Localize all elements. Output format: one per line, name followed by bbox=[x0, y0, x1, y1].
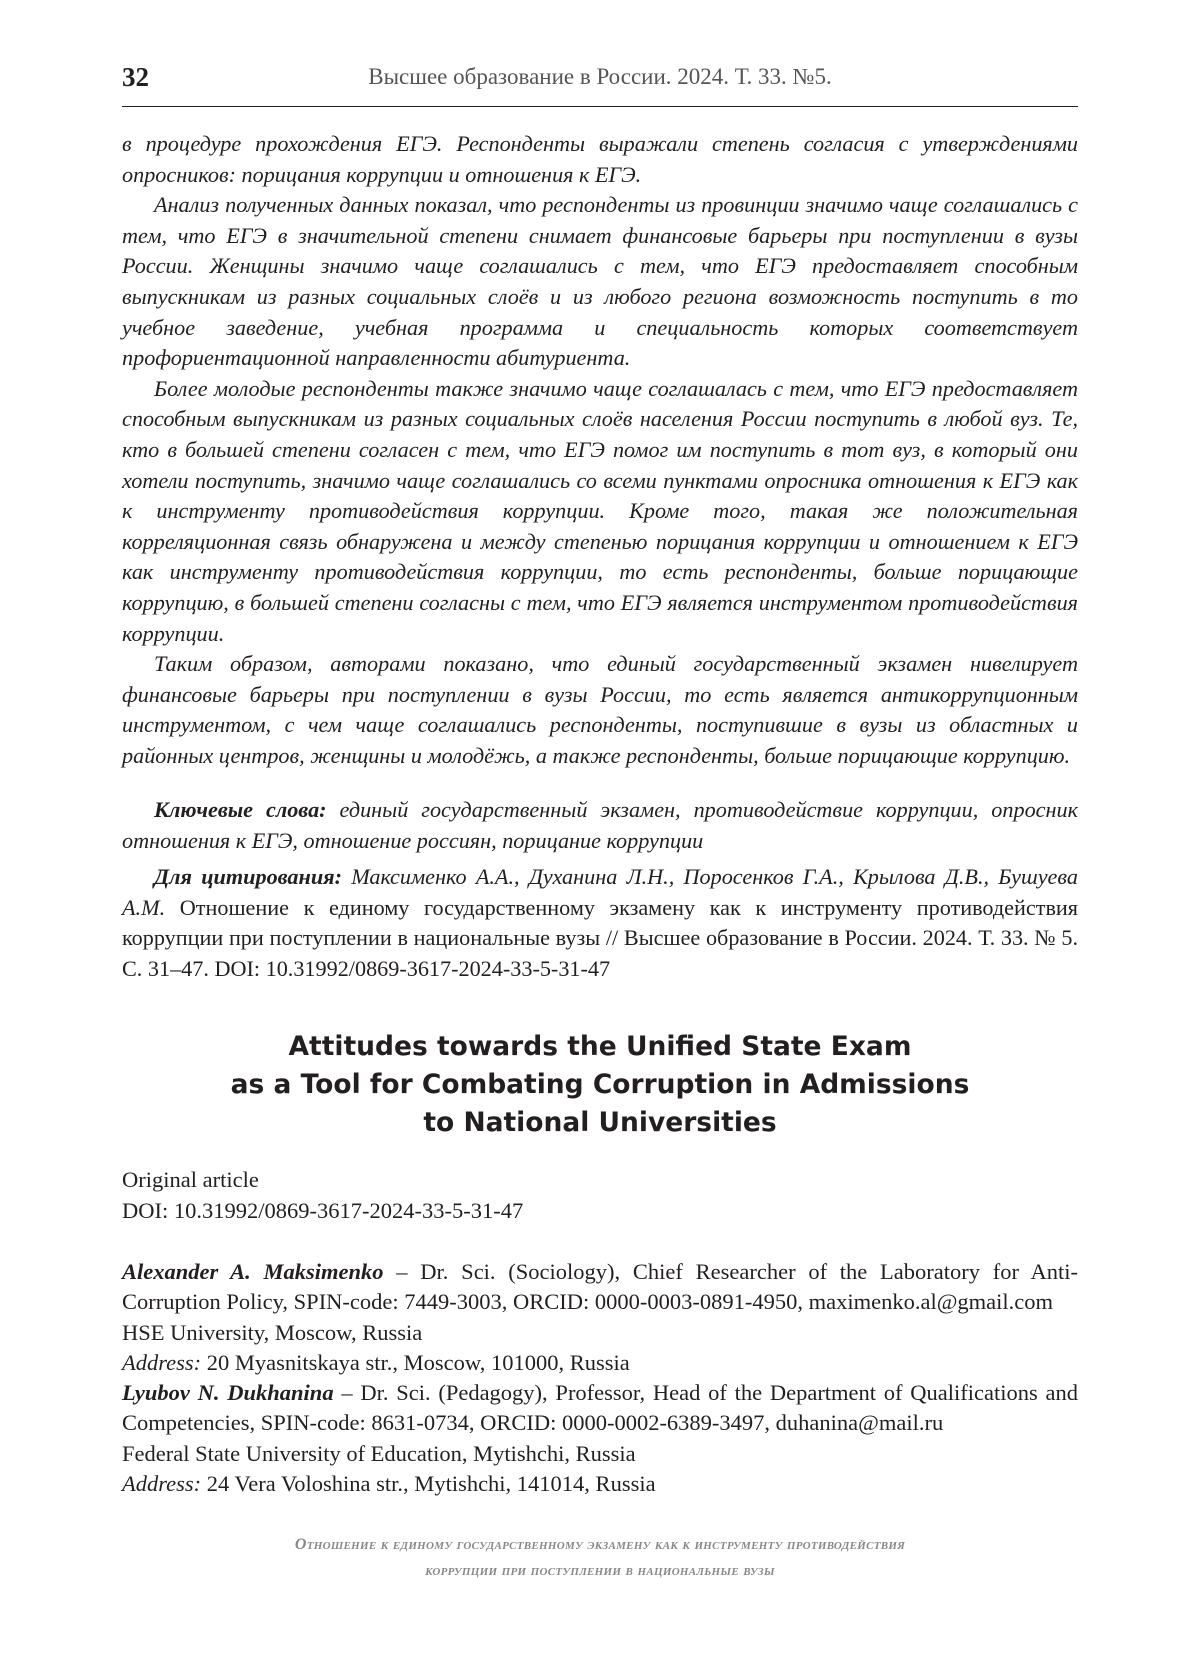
keywords-text: единый государственный экзамен, противодействие коррупции, опросник отношения к ЕГЭ, отношение россиян, порицание коррупции bbox=[122, 797, 1078, 853]
abstract-paragraph: Более молодые респонденты также значимо чаще соглашалась с тем, что ЕГЭ предоставляет способным выпускникам из разных социальных слоёв населения России поступить в любой вуз. Те, кто в большей степени согласен с тем, что ЕГЭ помог им поступить в тот вуз, в который они хотели поступить, значимо чаще соглашались со всеми пунктами опросника отношения к ЕГЭ как к инструменту противодействия коррупции. Кроме того, такая же положительная корреляционная связь обнаружена и между степенью порицания коррупции и отношением к ЕГЭ как инструменту противодействия коррупции, то есть респонденты, больше порицающие коррупцию, в большей степени согласны с тем, что ЕГЭ является инструментом противодействия коррупции. bbox=[122, 375, 1078, 646]
keywords-label: Ключевые слова: bbox=[154, 797, 327, 822]
article-doi: DOI: 10.31992/0869-3617-2024-33-5-31-47 bbox=[122, 1197, 524, 1223]
article-meta bbox=[122, 1165, 1078, 1226]
abstract-paragraph: в процедуре прохождения ЕГЭ. Респонденты выражали степень согласия с утверждениями опросников: порицания коррупции и отношения к ЕГЭ. bbox=[122, 131, 1078, 187]
english-title-line: Attitudes towards the Unified State Exam bbox=[288, 1031, 912, 1062]
authors-block bbox=[122, 1257, 1078, 1499]
english-title bbox=[122, 1028, 1078, 1142]
citation-authors: Максименко А.А., Духанина Л.Н., Поросенков Г.А., Крылова Д.В., Бушуева А.М. bbox=[122, 864, 1078, 920]
abstract bbox=[122, 129, 1078, 771]
author-address bbox=[122, 1348, 1078, 1378]
author-details: – Dr. Sci. (Pedagogy), Professor, Head of the Department of Qualifications and Competencies, SPIN-code: 8631-0734, ORCID: 0000-0002-6389-3497, duhanina@mail.ru bbox=[122, 1380, 1078, 1436]
page-footer bbox=[122, 1532, 1078, 1584]
page-header bbox=[122, 60, 1078, 107]
footer-line: коррупции при поступлении в национальные вузы bbox=[425, 1562, 775, 1579]
footer-line: Отношение к единому государственному экзамену как к инструменту противодействия bbox=[294, 1536, 906, 1553]
article-type: Original article bbox=[122, 1167, 259, 1192]
abstract-paragraph: Анализ полученных данных показал, что респонденты из провинции значимо чаще соглашались с тем, что ЕГЭ в значительной степени снимает финансовые барьеры при поступлении в вузы России. Женщины значимо чаще соглашались с тем, что ЕГЭ предоставляет способным выпускникам из разных социальных слоёв и из любого региона возможность поступить в то учебное заведение, учебная программа и специальность которых соответствует профориентационной направленности абитуриента. bbox=[122, 192, 1078, 371]
abstract-paragraph: Таким образом, авторами показано, что единый государственный экзамен нивелирует финансовые барьеры при поступлении в вузы России, то есть является антикоррупционным инструментом, с чем чаще соглашались респонденты, поступившие в вузы из областных и районных центров, женщины и молодёжь, а также респонденты, больше порицающие коррупцию. bbox=[122, 651, 1078, 768]
citation-text: Отношение к единому государственному экзамену как к инструменту противодействия коррупции при поступлении в национальные вузы // Высшее образование в России. 2024. Т. 33. № 5. С. 31–47. DOI: 10.31992/0869-3617-2024-33-5-31-47 bbox=[122, 894, 1078, 981]
author-name: Alexander A. Maksimenko bbox=[122, 1259, 384, 1284]
author-info bbox=[122, 1257, 1078, 1318]
address-label: Address: bbox=[122, 1349, 202, 1375]
author-name: Lyubov N. Dukhanina bbox=[122, 1380, 334, 1406]
author-affiliation: Federal State University of Education, Mytishchi, Russia bbox=[122, 1440, 636, 1466]
citation bbox=[122, 862, 1078, 984]
author-info bbox=[122, 1378, 1078, 1439]
address-text: 20 Myasnitskaya str., Moscow, 101000, Russia bbox=[201, 1349, 630, 1375]
english-title-line: as a Tool for Combating Corruption in Admissions bbox=[230, 1069, 970, 1100]
author-details: – Dr. Sci. (Sociology), Chief Researcher of the Laboratory for Anti-Corruption Policy, SPIN-code: 7449-3003, ORCID: 0000-0003-0891-4950, maximenko.al@gmail.com bbox=[122, 1259, 1078, 1315]
address-label: Address: bbox=[122, 1471, 202, 1497]
address-text: 24 Vera Voloshina str., Mytishchi, 141014, Russia bbox=[201, 1471, 656, 1497]
english-title-line: to National Universities bbox=[423, 1107, 777, 1138]
running-title: Высшее образование в России. 2024. Т. 33. №5. bbox=[368, 64, 832, 89]
page-number: 32 bbox=[122, 62, 149, 92]
author-affiliation: HSE University, Moscow, Russia bbox=[122, 1319, 423, 1345]
citation-label: Для цитирования: bbox=[154, 864, 342, 889]
keywords bbox=[122, 795, 1078, 856]
author-address bbox=[122, 1469, 1078, 1499]
